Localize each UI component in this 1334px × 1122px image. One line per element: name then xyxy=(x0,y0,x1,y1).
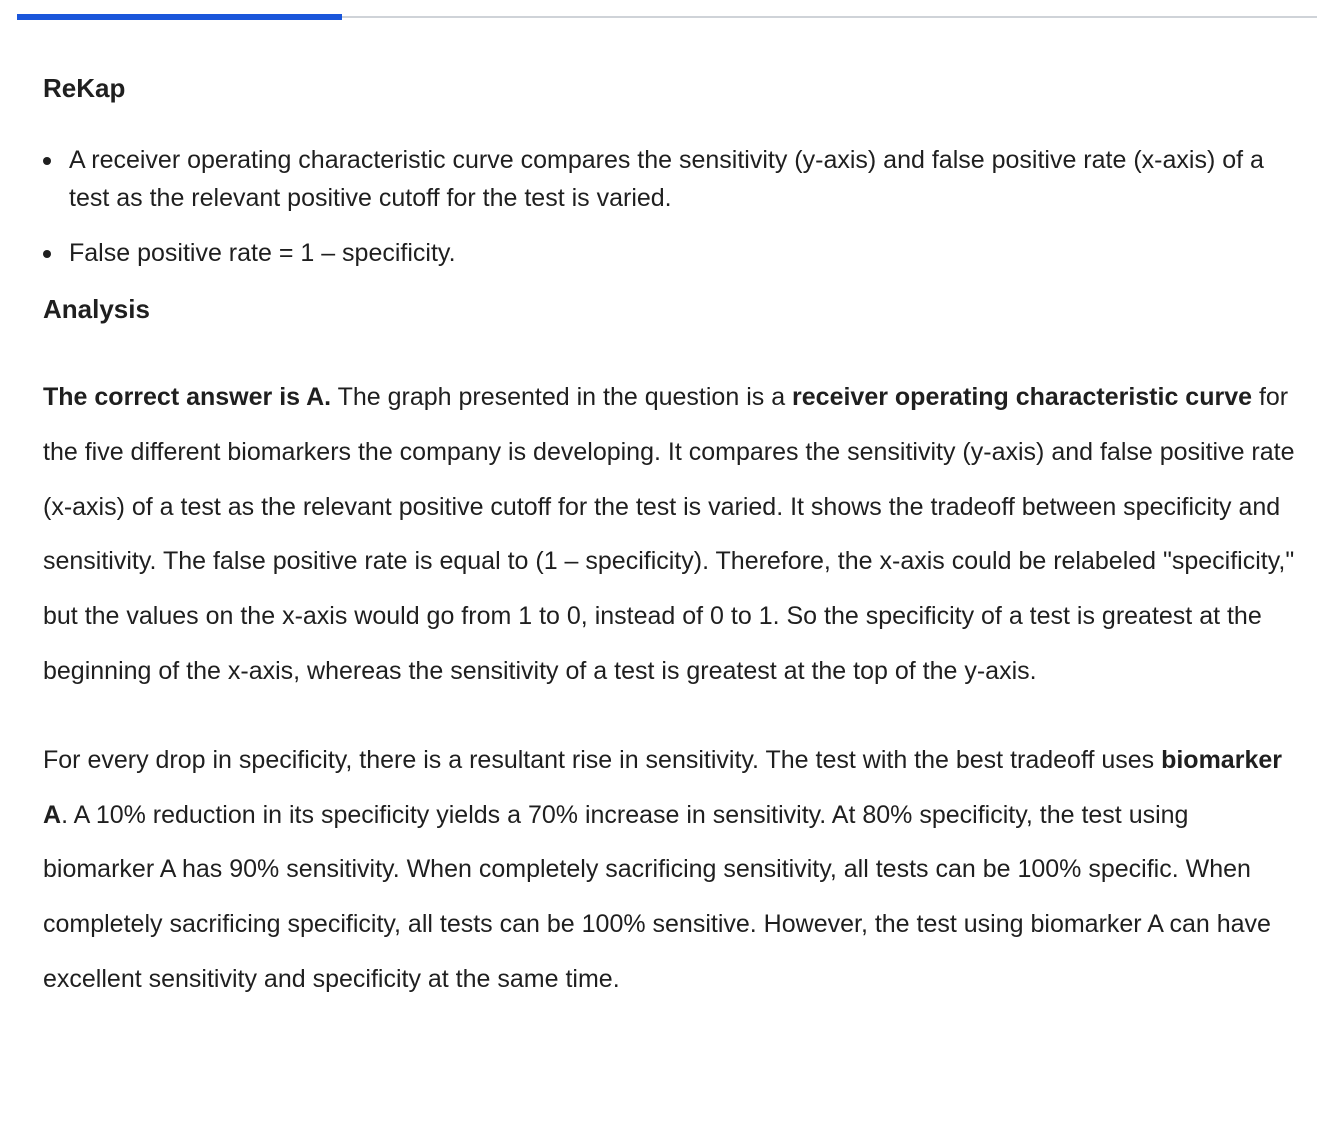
paragraph-text: For every drop in specificity, there is a resultant rise in sensitivity. The test with the best tradeoff uses xyxy=(43,745,1162,774)
bullet-icon xyxy=(43,250,51,258)
explanation-content xyxy=(43,70,1303,1007)
paragraph-text: for the five different biomarkers the company is developing. It compares the sensitivity (y-axis) and false positive rate (x-axis) of a test as the relevant positive cutoff for the test is varied. It shows the tradeoff between specificity and sensitivity. The false positive rate is equal to (1 – specificity). Therefore, the x-axis could be relabeled "specificity," but the values on the x-axis would go from 1 to 0, instead of 0 to 1. So the specificity of a test is greatest at the beginning of the x-axis, whereas the sensitivity of a test is greatest at the top of the y-axis. xyxy=(43,383,1295,685)
paragraph-text: . A 10% reduction in its specificity yields a 70% increase in sensitivity. At 80% specificity, the test using biomarker A has 90% sensitivity. When completely sacrificing sensitivity, all tests can be 100% specific. When completely sacrificing specificity, all tests can be 100% sensitive. However, the test using biomarker A can have excellent sensitivity and specificity at the same time. xyxy=(43,800,1271,993)
bullet-icon xyxy=(43,157,51,165)
progress-bar-fill xyxy=(17,14,342,20)
rekap-bullet-text: False positive rate = 1 – specificity. xyxy=(69,239,456,267)
progress-bar xyxy=(17,16,1317,18)
paragraph-text: The graph presented in the question is a xyxy=(331,383,793,411)
list-item xyxy=(69,234,1303,272)
key-term-biomarker-a: biomarker A xyxy=(43,745,1282,829)
analysis-paragraph-2 xyxy=(43,733,1303,1007)
rekap-bullet-list xyxy=(43,141,1303,272)
analysis-paragraph-1 xyxy=(43,370,1303,699)
analysis-heading: Analysis xyxy=(43,294,150,324)
list-item xyxy=(69,141,1303,217)
rekap-bullet-text: A receiver operating characteristic curve compares the sensitivity (y-axis) and false positive rate (x-axis) of a test as the relevant positive cutoff for the test is varied. xyxy=(69,146,1264,212)
rekap-heading: ReKap xyxy=(43,73,126,103)
key-term-roc-curve: receiver operating characteristic curve xyxy=(792,383,1253,411)
correct-answer-statement: The correct answer is A. xyxy=(43,383,332,411)
